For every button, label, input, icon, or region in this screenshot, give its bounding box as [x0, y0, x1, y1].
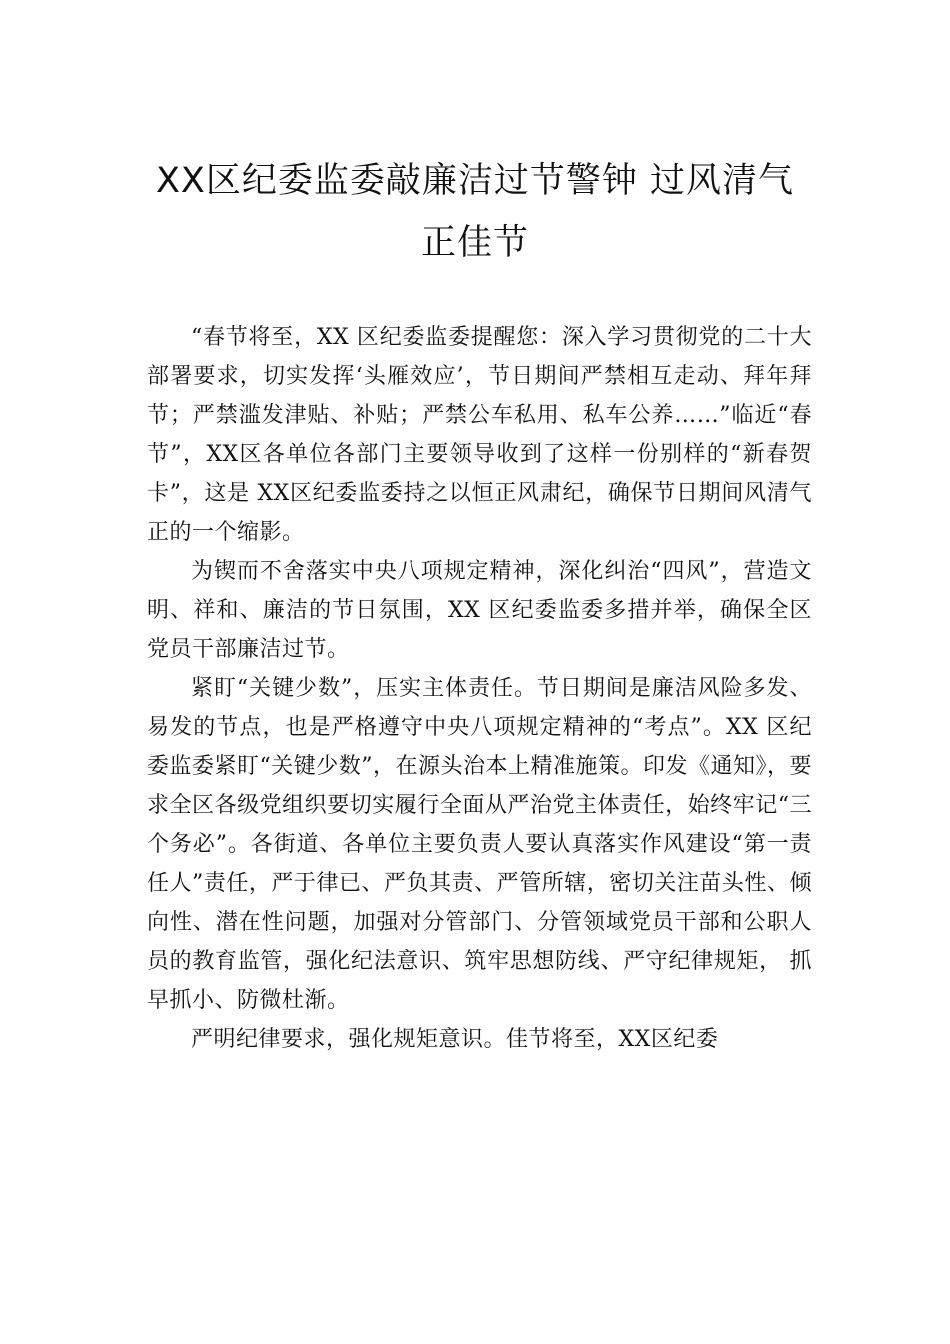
document-body: [147, 318, 812, 1059]
title-line-1: XX区纪委监委敲廉洁过节警钟 过风清气: [155, 161, 795, 201]
paragraph-3: 紧盯“关键少数”，压实主体责任。节日期间是廉洁风险多发、易发的节点，也是严格遵守中央八项规定精神的“考点”。XX 区纪委监委紧盯“关键少数”，在源头治本上精准施策。印发《通知》，要求全区各级党组织要切实履行全面从严治党主体责任，始终牢记“三个务必”。各街道、各单位主要负责人要认真落实作风建设“第一责任人”责任，严于律已、严负其责、严管所辖，密切关注苗头性、倾向性、潜在性问题，加强对分管部门、分管领域党员干部和公职人员的教育监管，强化纪法意识、筑牢思想防线、严守纪律规矩， 抓早抓小、防微杜渐。: [147, 676, 812, 1013]
document-title: [140, 150, 810, 274]
paragraph-4: 严明纪律要求，强化规矩意识。佳节将至，XX区纪委: [191, 1027, 719, 1052]
title-line-2: 正佳节: [420, 223, 529, 263]
paragraph-2: 为锲而不舍落实中央八项规定精神，深化纠治“四风”，营造文明、祥和、廉洁的节日氛围，XX 区纪委监委多措并举，确保全区党员干部廉洁过节。: [147, 559, 812, 662]
paragraph-1: “春节将至，XX 区纪委监委提醒您：深入学习贯彻党的二十大部署要求，切实发挥‘头雁效应’，节日期间严禁相互走动、拜年拜节；严禁滥发津贴、补贴；严禁公车私用、私车公养……”临近“春节”，XX区各单位各部门主要领导收到了这样一份别样的“新春贺卡”，这是 XX区纪委监委持之以恒正风肃纪，确保节日期间风清气正的一个缩影。: [147, 325, 812, 545]
